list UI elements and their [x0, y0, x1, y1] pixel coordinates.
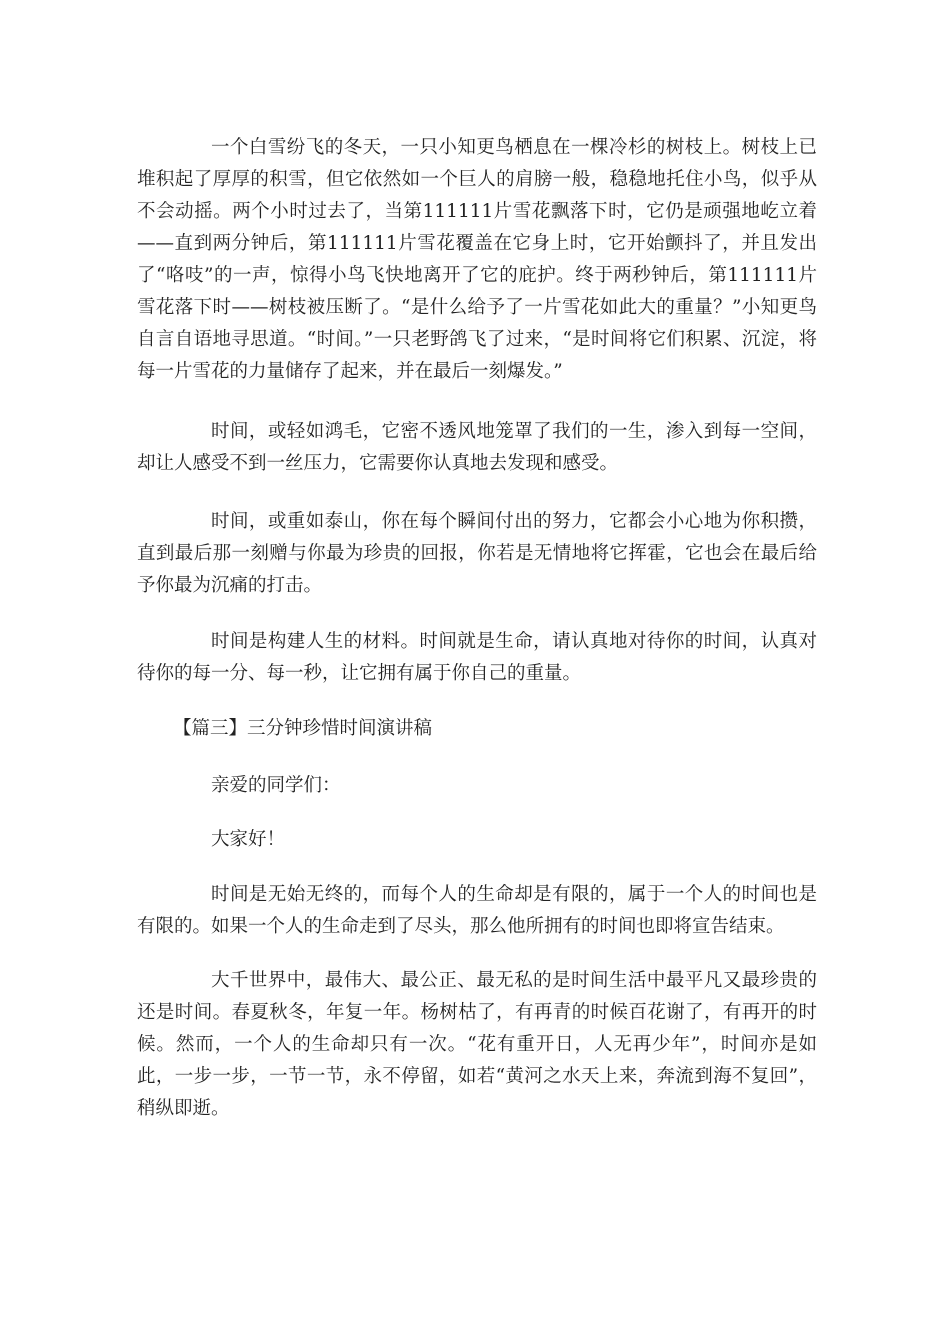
story-paragraph: 一个白雪纷飞的冬天，一只小知更鸟栖息在一棵冷杉的树枝上。树枝上已堆积起了厚厚的积雪，但它依然如一个巨人的肩膀一般，稳稳地托住小鸟，似乎从不会动摇。两个小时过去了，当第111111片雪花飘落下时，它仍是顽强地屹立着——直到两分钟后，第111111片雪花覆盖在它身上时，它开始颤抖了，并且发出了“咯吱”的一声，惊得小鸟飞快地离开了它的庇护。终于两秒钟后，第111111片雪花落下时——树枝被压断了。“是什么给予了一片雪花如此大的重量？”小知更鸟自言自语地寻思道。“时间。”一只老野鸽飞了过来，“是时间将它们积累、沉淀，将每一片雪花的力量储存了起来，并在最后一刻爆发。” [137, 137, 817, 382]
salutation: 亲爱的同学们： [211, 775, 341, 796]
heavy-time-paragraph: 时间，或重如泰山，你在每个瞬间付出的努力，它都会小心地为你积攒，直到最后那一刻赠与你最为珍贵的回报，你若是无情地将它挥霍，它也会在最后给予你最为沉痛的打击。 [137, 511, 817, 596]
section-heading: 【篇三】三分钟珍惜时间演讲稿 [173, 718, 433, 739]
time-material-paragraph: 时间是构建人生的材料。时间就是生命，请认真地对待你的时间，认真对待你的每一分、每一秒，让它拥有属于你自己的重量。 [137, 631, 817, 684]
light-time-paragraph: 时间，或轻如鸿毛，它密不透风地笼罩了我们的一生，渗入到每一空间，却让人感受不到一丝压力，它需要你认真地去发现和感受。 [137, 421, 817, 474]
greeting: 大家好！ [211, 829, 286, 850]
time-limited-paragraph: 时间是无始无终的，而每个人的生命却是有限的，属于一个人的时间也是有限的。如果一个人的生命走到了尽头，那么他所拥有的时间也即将宣告结束。 [137, 884, 817, 937]
time-precious-paragraph: 大千世界中，最伟大、最公正、最无私的是时间生活中最平凡又最珍贵的还是时间。春夏秋冬，年复一年。杨树枯了，有再青的时候百花谢了，有再开的时候。然而，一个人的生命却只有一次。“花有重开日，人无再少年”，时间亦是如此，一步一步，一节一节，永不停留，如若“黄河之水天上来，奔流到海不复回”，稍纵即逝。 [137, 970, 817, 1119]
